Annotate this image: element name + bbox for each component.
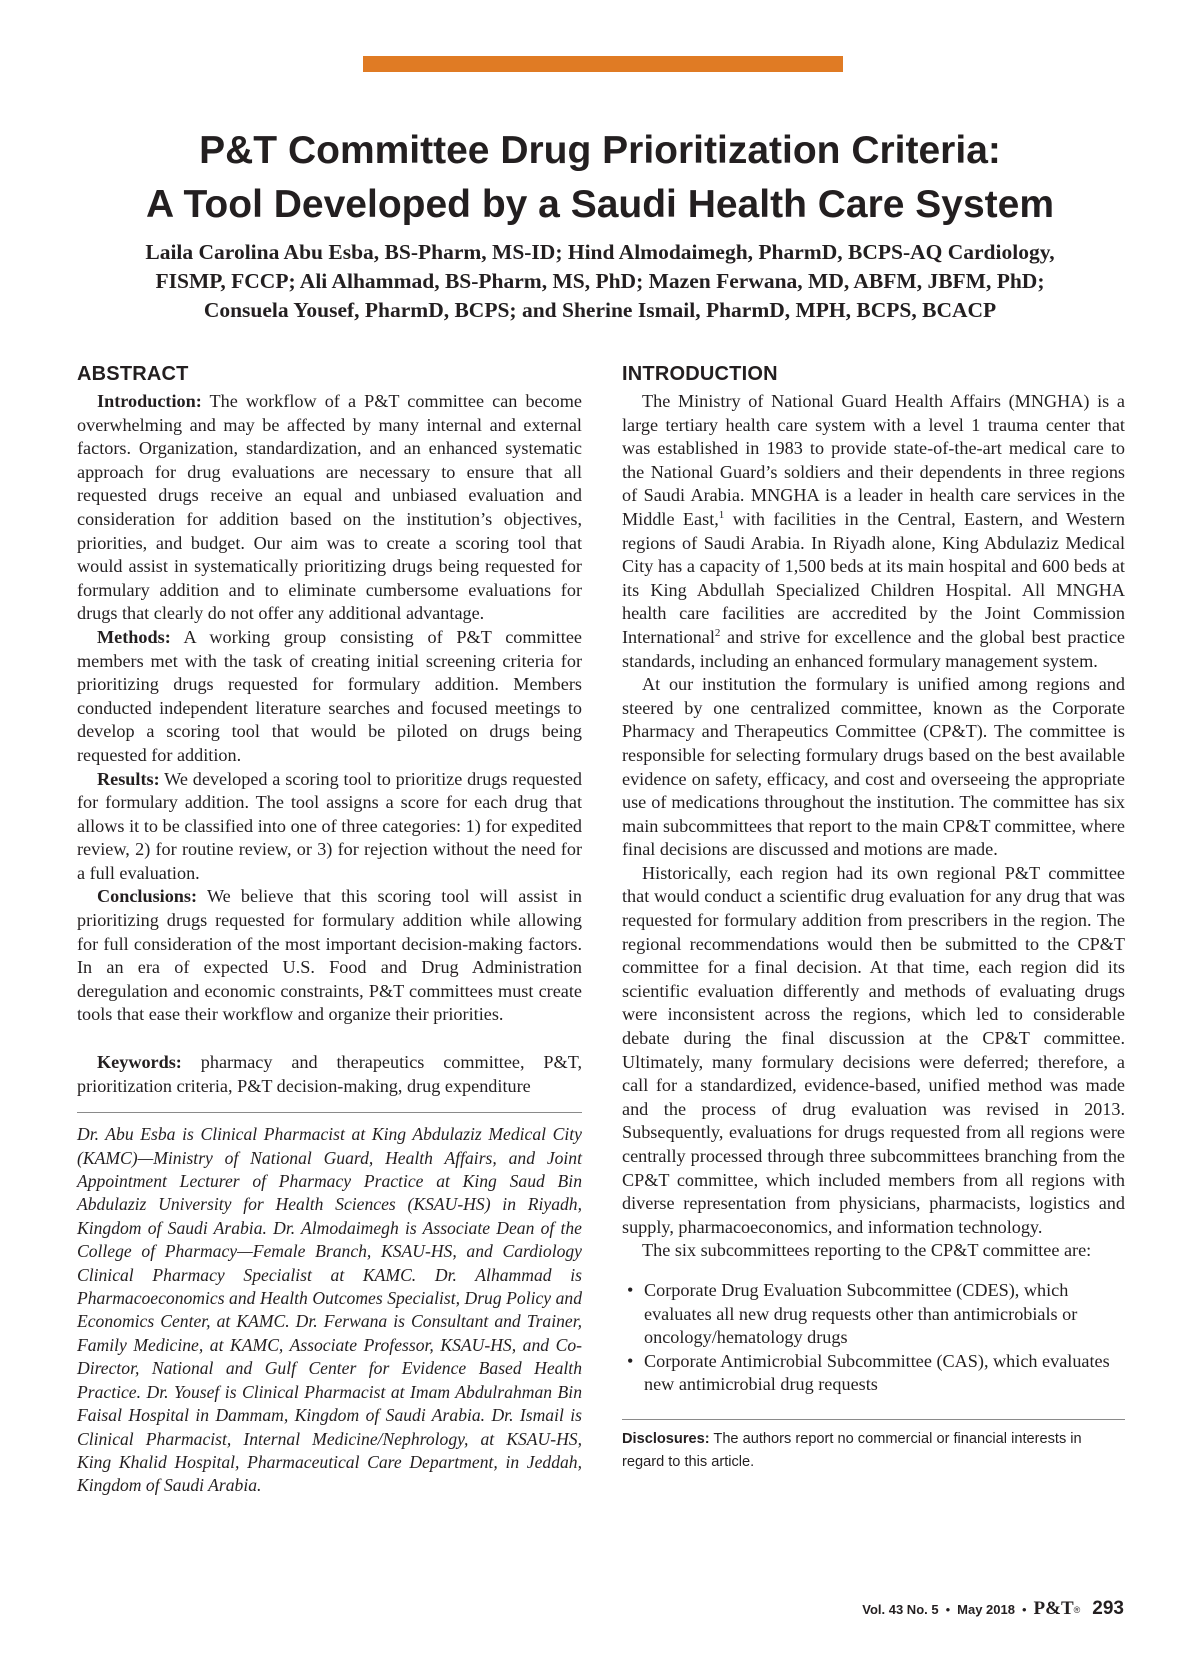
introduction-heading: INTRODUCTION (622, 363, 778, 385)
abstract-results (77, 768, 582, 886)
title-line-1: P&T Committee Drug Prioritization Criteria: (199, 129, 1001, 172)
abstract-conclusions-text: We believe that this scoring tool will assist in prioritizing drugs requested for formulary addition while allowing for full consideration of the most important decision-making factors. In an era of expected U.S. Food and Drug Administration deregulation and economic constraints, P&T committees must create tools that ease their workflow and organize their priorities. (77, 886, 583, 1025)
abstract-methods (77, 626, 582, 768)
author-line-3: Consuela Yousef, PharmD, BCPS; and Sherine Ismail, PharmD, MPH, BCPS, BCACP (203, 298, 997, 322)
intro-p1-part-a: The Ministry of National Guard Health Affairs (MNGHA) is a large tertiary health care system with a level 1 trauma center that was established in 1983 to provide state-of-the-art medical care to the National Guard’s soldiers and their dependents in three regions of Saudi Arabia. MNGHA is a leader in health care services in the Middle East, (622, 391, 1125, 529)
keywords-text: pharmacy and therapeutics committee, P&T, prioritization criteria, P&T decision-making, drug expenditure (77, 1052, 582, 1096)
introduction-paragraph-2: At our institution the formulary is unified among regions and steered by one centralized committee, known as the Corporate Pharmacy and Therapeutics Committee (CP&T). The committee is responsible for selecting formulary drugs based on the best available evidence on safety, efficacy, and cost and overseeing the appropriate use of medications throughout the institution. The committee has six main subcommittees that report to the main CP&T committee, where final decisions are discussed and motions are made. (622, 674, 1125, 860)
list-item (627, 1350, 1125, 1397)
author-affiliations: Dr. Abu Esba is Clinical Pharmacist at King Abdulaziz Medical City (KAMC)—Ministry of National Guard, Health Affairs, and Joint Appointment Lecturer of Pharmacy Practice at King Saud Bin Abdulaziz University for Health Sciences (KSAU-HS) in Riyadh, Kingdom of Saudi Arabia. Dr. Almodaimegh is Associate Dean of the College of Pharmacy—Female Branch, KSAU-HS, and Cardiology Clinical Pharmacy Specialist at KAMC. Dr. Alhammad is Pharmacoeconomics and Health Outcomes Specialist, Drug Policy and Economics Center, at KAMC. Dr. Ferwana is Consultant and Trainer, Family Medicine, at KAMC, Associate Professor, KSAU-HS, and Co-Director, National and Gulf Center for Evidence Based Health Practice. Dr. Yousef is Clinical Pharmacist at Imam Abdulrahman Bin Faisal Hospital in Dammam, Kingdom of Saudi Arabia. Dr. Ismail is Clinical Pharmacist, Internal Medicine/Nephrology, at KSAU-HS, King Khalid Hospital, Pharmaceutical Care Department, in Jeddah, Kingdom of Saudi Arabia. (77, 1124, 582, 1496)
footer-date: May 2018 (957, 1602, 1015, 1617)
footer-journal-name: P&T (1033, 1598, 1074, 1619)
reference-1: 1 (718, 508, 725, 521)
abstract-conclusions-label: Conclusions: (97, 886, 198, 907)
right-column (622, 362, 1125, 1474)
disclosures-label: Disclosures: (622, 1430, 710, 1447)
intro-p1-part-c: and strive for excellence and the global best practice standards, including an enhanced formulary management system. (622, 626, 1125, 671)
abstract-conclusions (77, 885, 582, 1027)
article-title (60, 124, 1140, 232)
author-list (70, 238, 1130, 325)
introduction-paragraph-4: The six subcommittees reporting to the CP&T committee are: (642, 1240, 1092, 1261)
abstract-results-text: We developed a scoring tool to prioritize drugs requested for formulary addition. The tool assigns a score for each drug that allows it to be classified into one of three categories: 1) for expedited review, 2) for routine review, or 3) for rejection without the need for a full evaluation. (77, 768, 583, 883)
abstract-introduction-label: Introduction: (97, 391, 202, 411)
bullet-icon: • (627, 1350, 634, 1371)
list-item-text: Corporate Antimicrobial Subcommittee (CAS), which evaluates new antimicrobial drug requests (644, 1350, 1110, 1395)
reference-2: 2 (714, 626, 721, 639)
page-footer (862, 1598, 1124, 1620)
footer-separator: • (1021, 1602, 1027, 1617)
abstract-keywords (77, 1051, 582, 1098)
footer-volume: Vol. 43 No. 5 (862, 1602, 939, 1617)
abstract-results-label: Results: (97, 768, 160, 789)
intro-p1-part-b: with facilities in the Central, Eastern, and Western regions of Saudi Arabia. In Riyadh alone, King Abdulaziz Medical City has a capacity of 1,500 beds at its main hospital and 600 beds at its King Abdullah Specialized Children Hospital. All MNGHA health care facilities are accredited by the Joint Commission International (622, 508, 1125, 647)
list-item (627, 1279, 1125, 1350)
abstract-introduction-text: The workflow of a P&T committee can become overwhelming and may be affected by many internal and external factors. Organization, standardization, and an enhanced systematic approach for drug evaluations are necessary to ensure that all requested drugs receive an equal and unbiased evaluation and consideration for addition based on the institution’s objectives, priorities, and budget. Our aim was to create a scoring tool that would assist in systematically prioritizing drugs being requested for formulary addition and to eliminate cumbersome evaluations for drugs that clearly do not offer any additional advantage. (77, 391, 582, 624)
introduction-paragraph-3: Historically, each region had its own regional P&T committee that would conduct a scientific drug evaluation for any drug that was requested for formulary addition from prescribers in the region. The regional recommendations would then be submitted to the CP&T committee for a final decision. At that time, each region did its scientific evaluation differently and methods of evaluating drugs were inconsistent across the regions, which led to considerable debate during the final discussion at the CP&T committee. Ultimately, many formulary decisions were deferred; therefore, a call for a standardized, evidence-based, unified method was made and the process of drug evaluation was revised in 2013. Subsequently, evaluations for drugs requested from all regions were centrally processed through three subcommittees branching from the CP&T committee, which included members from all regions with diverse representation from physicians, pharmacists, logistics and supply, pharmacoeconomics, and information technology. (622, 862, 1125, 1237)
subcommittee-list (622, 1279, 1125, 1397)
page-number: 293 (1092, 1598, 1124, 1619)
abstract-methods-label: Methods: (97, 626, 171, 647)
author-line-2: FISMP, FCCP; Ali Alhammad, BS-Pharm, MS, PhD; Mazen Ferwana, MD, ABFM, JBFM, PhD; (155, 269, 1045, 293)
bullet-icon: • (627, 1279, 634, 1300)
list-item-text: Corporate Drug Evaluation Subcommittee (CDES), which evaluates all new drug requests other than antimicrobials or oncology/hematology drugs (644, 1279, 1078, 1348)
left-column (77, 362, 582, 1498)
affiliation-divider (77, 1112, 582, 1113)
disclosures (622, 1428, 1125, 1474)
abstract-heading: ABSTRACT (77, 363, 189, 385)
footer-separator: • (945, 1602, 951, 1617)
author-line-1: Laila Carolina Abu Esba, BS-Pharm, MS-ID; Hind Almodaimegh, PharmD, BCPS-AQ Cardiology, (145, 240, 1055, 264)
keywords-label: Keywords: (97, 1052, 182, 1073)
introduction-paragraph-1 (622, 390, 1125, 673)
registered-mark: ® (1073, 1605, 1081, 1615)
abstract-introduction (77, 390, 582, 626)
abstract-methods-text: A working group consisting of P&T committee members met with the task of creating initial screening criteria for prioritizing drugs requested for formulary addition. Members conducted independent literature searches and focused meetings to develop a scoring tool that would be piloted on drugs being requested for addition. (77, 626, 582, 765)
disclosures-text: The authors report no commercial or financial interests in regard to this article. (622, 1430, 1082, 1470)
accent-bar (363, 56, 843, 72)
title-line-2: A Tool Developed by a Saudi Health Care System (145, 183, 1055, 226)
disclosure-divider (622, 1419, 1125, 1420)
